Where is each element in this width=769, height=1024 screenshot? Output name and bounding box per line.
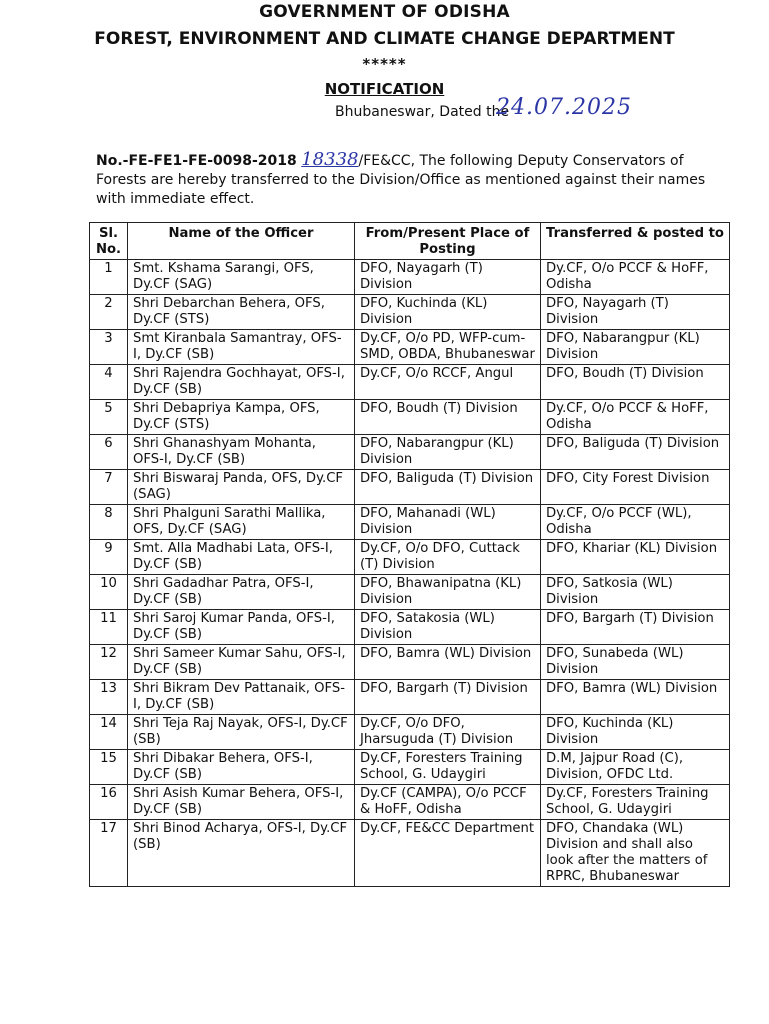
- handwritten-order-number: 18338: [301, 149, 359, 170]
- sl-cell: 13: [90, 680, 128, 715]
- table-row: [90, 680, 730, 715]
- transferred-to-cell: Dy.CF, Foresters Training School, G. Udaygiri: [541, 785, 730, 820]
- table-row: [90, 575, 730, 610]
- table-row: [90, 540, 730, 575]
- sl-cell: 4: [90, 365, 128, 400]
- present-posting-cell: Dy.CF, O/o RCCF, Angul: [355, 365, 541, 400]
- present-posting-cell: Dy.CF, O/o DFO, Jharsuguda (T) Division: [355, 715, 541, 750]
- transferred-to-cell: D.M, Jajpur Road (C), Division, OFDC Ltd.: [541, 750, 730, 785]
- notification-heading: NOTIFICATION: [324, 80, 445, 98]
- present-posting-cell: Dy.CF, O/o DFO, Cuttack (T) Division: [355, 540, 541, 575]
- dated-line: Bhubaneswar, Dated the: [335, 104, 510, 120]
- transferred-to-cell: Dy.CF, O/o PCCF & HoFF, Odisha: [541, 260, 730, 295]
- transferred-to-cell: DFO, Chandaka (WL) Division and shall also look after the matters of RPRC, Bhubaneswar: [541, 820, 730, 887]
- government-title: GOVERNMENT OF ODISHA: [259, 2, 510, 22]
- table-row: [90, 715, 730, 750]
- transferred-to-cell: Dy.CF, O/o PCCF & HoFF, Odisha: [541, 400, 730, 435]
- sl-cell: 16: [90, 785, 128, 820]
- sl-cell: 14: [90, 715, 128, 750]
- present-posting-cell: Dy.CF (CAMPA), O/o PCCF & HoFF, Odisha: [355, 785, 541, 820]
- officer-name-cell: Smt. Alla Madhabi Lata, OFS-I, Dy.CF (SB): [128, 540, 355, 575]
- transferred-to-cell: DFO, Baliguda (T) Division: [541, 435, 730, 470]
- handwritten-date: 24.07.2025: [496, 95, 632, 120]
- table-row: [90, 505, 730, 540]
- officer-name-cell: Shri Asish Kumar Behera, OFS-I, Dy.CF (SB): [128, 785, 355, 820]
- table-row: [90, 785, 730, 820]
- table-row: [90, 435, 730, 470]
- transferred-to-cell: DFO, Khariar (KL) Division: [541, 540, 730, 575]
- present-posting-cell: DFO, Nabarangpur (KL) Division: [355, 435, 541, 470]
- table-row: [90, 295, 730, 330]
- sl-cell: 8: [90, 505, 128, 540]
- transferred-to-cell: DFO, Sunabeda (WL) Division: [541, 645, 730, 680]
- separator-stars: *****: [362, 55, 407, 73]
- present-posting-cell: Dy.CF, FE&CC Department: [355, 820, 541, 887]
- officer-name-cell: Shri Ghanashyam Mohanta, OFS-I, Dy.CF (SB): [128, 435, 355, 470]
- sl-cell: 11: [90, 610, 128, 645]
- transferred-to-cell: DFO, Boudh (T) Division: [541, 365, 730, 400]
- officer-name-cell: Shri Rajendra Gochhayat, OFS-I, Dy.CF (SB): [128, 365, 355, 400]
- table-row: [90, 610, 730, 645]
- present-posting-cell: DFO, Nayagarh (T) Division: [355, 260, 541, 295]
- officer-name-cell: Shri Sameer Kumar Sahu, OFS-I, Dy.CF (SB): [128, 645, 355, 680]
- officer-name-cell: Shri Dibakar Behera, OFS-I, Dy.CF (SB): [128, 750, 355, 785]
- table-row: [90, 400, 730, 435]
- officer-name-cell: Shri Gadadhar Patra, OFS-I, Dy.CF (SB): [128, 575, 355, 610]
- sl-cell: 3: [90, 330, 128, 365]
- officer-name-cell: Shri Biswaraj Panda, OFS, Dy.CF (SAG): [128, 470, 355, 505]
- table-header-row: [90, 223, 730, 260]
- officer-name-cell: Shri Debapriya Kampa, OFS, Dy.CF (STS): [128, 400, 355, 435]
- officer-name-cell: Shri Debarchan Behera, OFS, Dy.CF (STS): [128, 295, 355, 330]
- header-transferred-to: Transferred & posted to: [541, 223, 730, 260]
- officer-name-cell: Shri Binod Acharya, OFS-I, Dy.CF (SB): [128, 820, 355, 887]
- sl-cell: 12: [90, 645, 128, 680]
- transferred-to-cell: DFO, Bamra (WL) Division: [541, 680, 730, 715]
- officer-name-cell: Smt. Kshama Sarangi, OFS, Dy.CF (SAG): [128, 260, 355, 295]
- transferred-to-cell: DFO, City Forest Division: [541, 470, 730, 505]
- transferred-to-cell: DFO, Bargarh (T) Division: [541, 610, 730, 645]
- sl-cell: 15: [90, 750, 128, 785]
- present-posting-cell: DFO, Bamra (WL) Division: [355, 645, 541, 680]
- header-sl-no: Sl. No.: [90, 223, 128, 260]
- table-row: [90, 365, 730, 400]
- officer-name-cell: Shri Bikram Dev Pattanaik, OFS-I, Dy.CF (SB): [128, 680, 355, 715]
- officer-name-cell: Shri Teja Raj Nayak, OFS-I, Dy.CF (SB): [128, 715, 355, 750]
- sl-cell: 1: [90, 260, 128, 295]
- order-paragraph: [96, 150, 716, 209]
- header-officer-name: Name of the Officer: [128, 223, 355, 260]
- table-row: [90, 750, 730, 785]
- sl-cell: 5: [90, 400, 128, 435]
- officer-name-cell: Shri Saroj Kumar Panda, OFS-I, Dy.CF (SB): [128, 610, 355, 645]
- officer-name-cell: Shri Phalguni Sarathi Mallika, OFS, Dy.CF (SAG): [128, 505, 355, 540]
- present-posting-cell: DFO, Baliguda (T) Division: [355, 470, 541, 505]
- transferred-to-cell: Dy.CF, O/o PCCF (WL), Odisha: [541, 505, 730, 540]
- header-present-posting: From/Present Place of Posting: [355, 223, 541, 260]
- transferred-to-cell: DFO, Nabarangpur (KL) Division: [541, 330, 730, 365]
- department-title: FOREST, ENVIRONMENT AND CLIMATE CHANGE DEPARTMENT: [94, 29, 675, 49]
- sl-cell: 10: [90, 575, 128, 610]
- transfer-table: [89, 222, 730, 887]
- transferred-to-cell: DFO, Satkosia (WL) Division: [541, 575, 730, 610]
- sl-cell: 9: [90, 540, 128, 575]
- officer-name-cell: Smt Kiranbala Samantray, OFS-I, Dy.CF (SB): [128, 330, 355, 365]
- order-text: /FE&CC, The following Deputy Conservators of Forests are hereby transferred to the Division/Office as mentioned against their names with immediate effect.: [96, 153, 706, 207]
- present-posting-cell: DFO, Mahanadi (WL) Division: [355, 505, 541, 540]
- table-row: [90, 470, 730, 505]
- order-number: No.-FE-FE1-FE-0098-2018: [96, 153, 297, 169]
- sl-cell: 6: [90, 435, 128, 470]
- transferred-to-cell: DFO, Kuchinda (KL) Division: [541, 715, 730, 750]
- table-body: [90, 260, 730, 887]
- present-posting-cell: DFO, Satakosia (WL) Division: [355, 610, 541, 645]
- table-row: [90, 260, 730, 295]
- sl-cell: 7: [90, 470, 128, 505]
- present-posting-cell: DFO, Boudh (T) Division: [355, 400, 541, 435]
- table-row: [90, 645, 730, 680]
- table-row: [90, 330, 730, 365]
- present-posting-cell: DFO, Bargarh (T) Division: [355, 680, 541, 715]
- table-row: [90, 820, 730, 887]
- transferred-to-cell: DFO, Nayagarh (T) Division: [541, 295, 730, 330]
- present-posting-cell: DFO, Bhawanipatna (KL) Division: [355, 575, 541, 610]
- present-posting-cell: DFO, Kuchinda (KL) Division: [355, 295, 541, 330]
- present-posting-cell: Dy.CF, O/o PD, WFP-cum-SMD, OBDA, Bhubaneswar: [355, 330, 541, 365]
- sl-cell: 17: [90, 820, 128, 887]
- present-posting-cell: Dy.CF, Foresters Training School, G. Udaygiri: [355, 750, 541, 785]
- sl-cell: 2: [90, 295, 128, 330]
